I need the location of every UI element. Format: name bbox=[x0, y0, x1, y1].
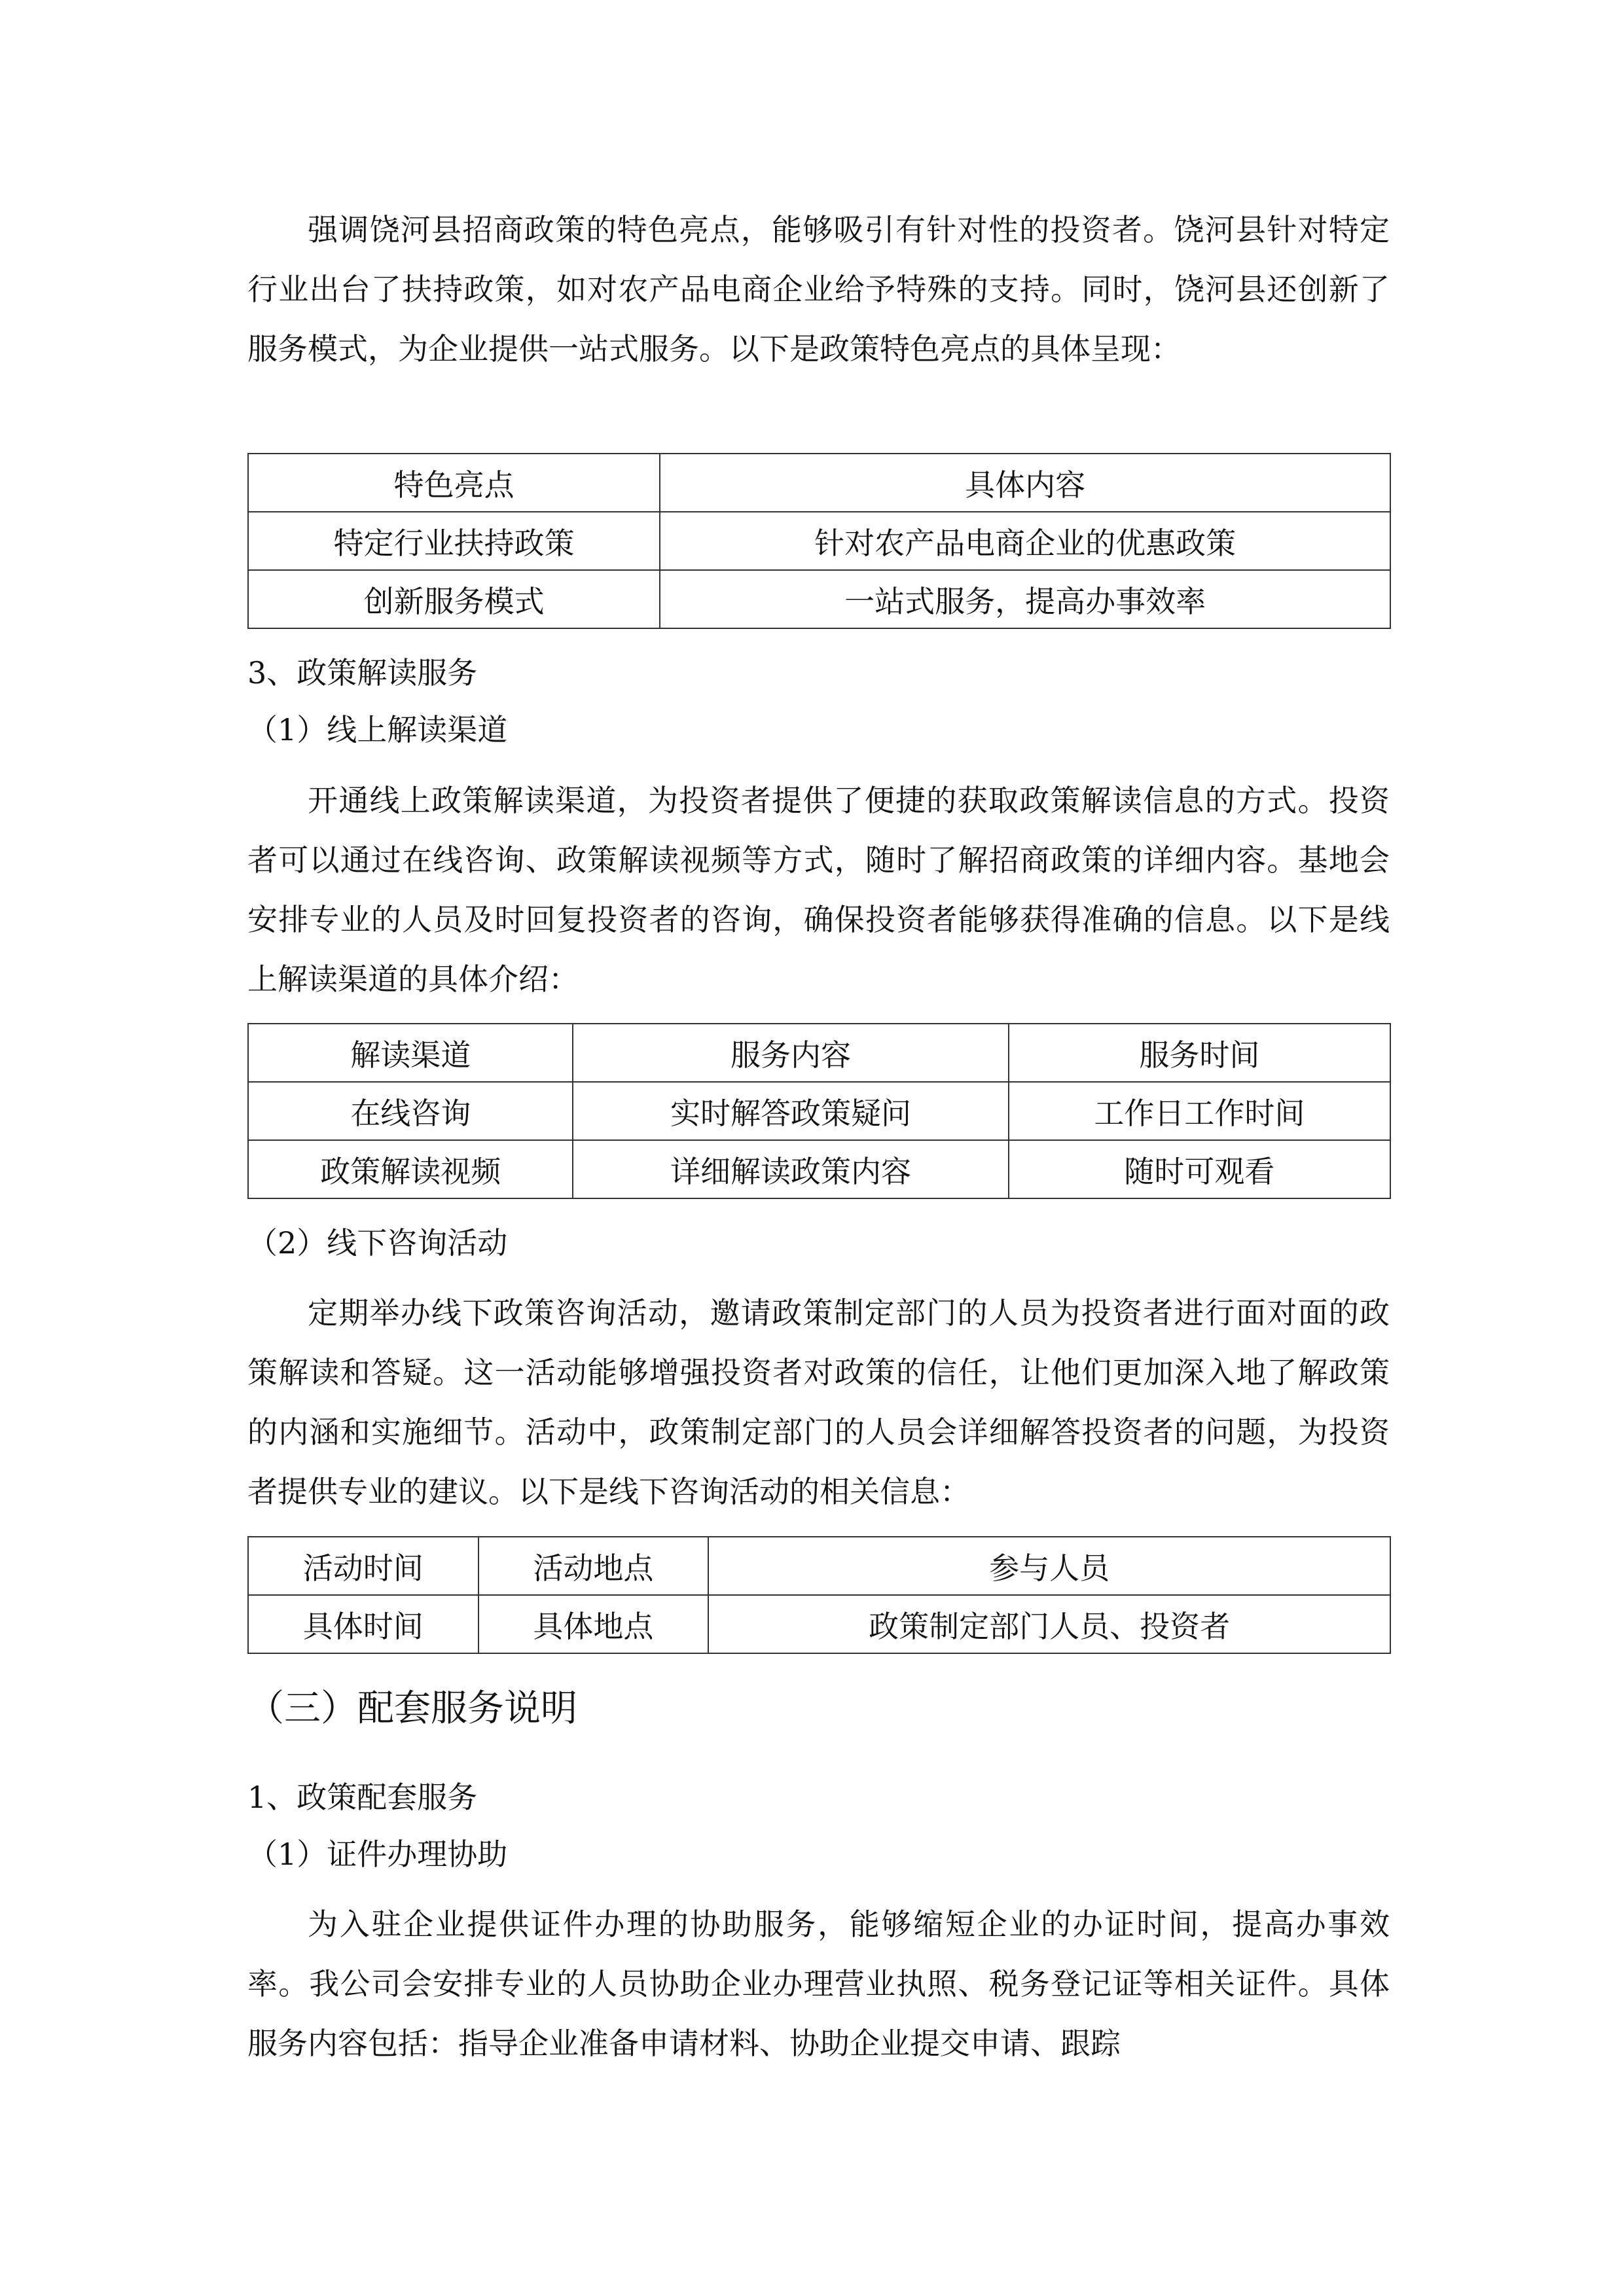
heading-license-assistance: （1）证件办理协助 bbox=[247, 1837, 508, 1872]
table-header-cell: 参与人员 bbox=[708, 1537, 1390, 1595]
table-cell: 政策制定部门人员、投资者 bbox=[708, 1595, 1390, 1653]
offline-paragraph: 定期举办线下政策咨询活动，邀请政策制定部门的人员为投资者进行面对面的政策解读和答疑。这一活动能够增强投资者对政策的信任，让他们更加深入地了解政策的内涵和实施细节。活动中，政策制定部门的人员会详细解答投资者的问题，为投资者提供专业的建议。以下是线下咨询活动的相关信息： bbox=[247, 1295, 1390, 1509]
table-header-cell: 服务时间 bbox=[1009, 1024, 1390, 1082]
table-header-cell: 活动时间 bbox=[248, 1537, 478, 1595]
heading-policy-interpretation: 3、政策解读服务 bbox=[247, 655, 478, 691]
table-cell: 政策解读视频 bbox=[248, 1140, 573, 1198]
offline-activities-table bbox=[247, 1536, 1391, 1654]
table-row bbox=[248, 1595, 1390, 1653]
table-cell: 详细解读政策内容 bbox=[573, 1140, 1008, 1198]
table-row bbox=[248, 570, 1390, 628]
table-header-cell: 特色亮点 bbox=[248, 454, 660, 512]
table-cell: 工作日工作时间 bbox=[1009, 1082, 1390, 1140]
online-channels-table bbox=[247, 1023, 1391, 1199]
table-header-cell: 解读渠道 bbox=[248, 1024, 573, 1082]
table-cell: 实时解答政策疑问 bbox=[573, 1082, 1008, 1140]
table-header-row bbox=[248, 1537, 1390, 1595]
intro-paragraph: 强调饶河县招商政策的特色亮点，能够吸引有针对性的投资者。饶河县针对特定行业出台了扶持政策，如对农产品电商企业给予特殊的支持。同时，饶河县还创新了服务模式，为企业提供一站式服务。以下是政策特色亮点的具体呈现： bbox=[247, 212, 1390, 367]
online-paragraph: 开通线上政策解读渠道，为投资者提供了便捷的获取政策解读信息的方式。投资者可以通过在线咨询、政策解读视频等方式，随时了解招商政策的详细内容。基地会安排专业的人员及时回复投资者的咨询，确保投资者能够获得准确的信息。以下是线上解读渠道的具体介绍： bbox=[247, 783, 1390, 997]
table-header-cell: 活动地点 bbox=[478, 1537, 709, 1595]
table-header-cell: 服务内容 bbox=[573, 1024, 1008, 1082]
table-cell: 在线咨询 bbox=[248, 1082, 573, 1140]
table-cell: 具体时间 bbox=[248, 1595, 478, 1653]
table-cell: 随时可观看 bbox=[1009, 1140, 1390, 1198]
license-paragraph: 为入驻企业提供证件办理的协助服务，能够缩短企业的办证时间，提高办事效率。我公司会安排专业的人员协助企业办理营业执照、税务登记证等相关证件。具体服务内容包括：指导企业准备申请材料、协助企业提交申请、跟踪 bbox=[247, 1907, 1390, 2061]
table-header-row bbox=[248, 454, 1390, 512]
heading-offline-activities: （2）线下咨询活动 bbox=[247, 1225, 508, 1261]
table-cell: 特定行业扶持政策 bbox=[248, 512, 660, 570]
heading-policy-supporting: 1、政策配套服务 bbox=[247, 1780, 478, 1815]
section-title-supporting-services: （三）配套服务说明 bbox=[247, 1687, 577, 1730]
table-cell: 具体地点 bbox=[478, 1595, 709, 1653]
table-cell: 一站式服务，提高办事效率 bbox=[660, 570, 1390, 628]
table-header-row bbox=[248, 1024, 1390, 1082]
table-cell: 创新服务模式 bbox=[248, 570, 660, 628]
heading-online-channels: （1）线上解读渠道 bbox=[247, 712, 508, 747]
table-row bbox=[248, 1140, 1390, 1198]
table-cell: 针对农产品电商企业的优惠政策 bbox=[660, 512, 1390, 570]
features-table bbox=[247, 453, 1391, 629]
table-row bbox=[248, 1082, 1390, 1140]
table-row bbox=[248, 512, 1390, 570]
table-header-cell: 具体内容 bbox=[660, 454, 1390, 512]
